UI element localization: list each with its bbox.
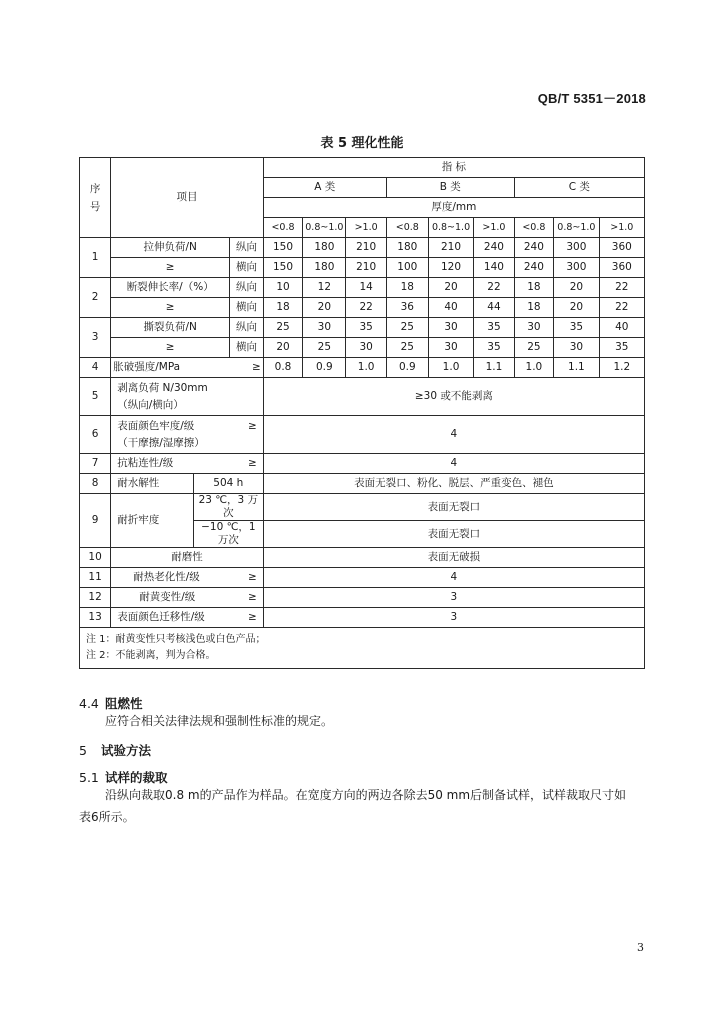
value-cell: 25 — [263, 318, 303, 338]
value-cell: 30 — [514, 318, 554, 338]
table-row — [80, 318, 645, 338]
value-cell: 240 — [474, 238, 514, 258]
section-title: 试验方法 — [101, 743, 152, 758]
value-cell: 22 — [599, 278, 644, 298]
value-cell: 20 — [303, 298, 346, 318]
item-label: 耐水解性 — [111, 474, 194, 494]
ge-symbol: ≥ — [111, 298, 230, 318]
value-cell: 100 — [386, 258, 428, 278]
ge-symbol: ≥ — [251, 361, 261, 373]
table-row — [80, 416, 645, 454]
value-cell: 300 — [554, 258, 600, 278]
indicator-header: 指 标 — [263, 158, 644, 178]
item-text: 耐黄变性/级 — [139, 591, 196, 603]
properties-table — [79, 157, 645, 669]
thickness-col: <0.8 — [514, 218, 554, 238]
item-header: 项目 — [111, 158, 264, 238]
table-row — [80, 378, 645, 416]
thickness-col: >1.0 — [474, 218, 514, 238]
section-number: 5.1 — [79, 770, 99, 785]
row-number: 8 — [80, 474, 111, 494]
value-cell: 360 — [599, 258, 644, 278]
section-number: 5 — [79, 743, 87, 758]
table-row — [80, 454, 645, 474]
class-c-header: C 类 — [514, 178, 644, 198]
row-number: 10 — [80, 548, 111, 568]
direction-label: 纵向 — [230, 318, 264, 338]
value-cell: 120 — [428, 258, 474, 278]
direction-label: 横向 — [230, 298, 264, 318]
condition-cell: 504 h — [193, 474, 263, 494]
value-cell: 30 — [346, 338, 386, 358]
condition-cell: −10 ℃，1 万次 — [193, 521, 263, 548]
value-cell: 35 — [474, 338, 514, 358]
value-cell: 4 — [263, 568, 644, 588]
value-cell: 4 — [263, 416, 644, 454]
item-label — [111, 588, 264, 608]
row-number: 7 — [80, 454, 111, 474]
header-row-1 — [80, 158, 645, 178]
value-cell: 40 — [428, 298, 474, 318]
table-notes — [80, 628, 645, 669]
item-text: 耐热老化性/级 — [133, 571, 200, 583]
item-text: 表面颜色迁移性/级 — [117, 611, 205, 623]
value-cell: 20 — [554, 298, 600, 318]
section-title: 阻燃性 — [105, 696, 143, 711]
value-cell: 20 — [263, 338, 303, 358]
value-cell: 360 — [599, 238, 644, 258]
table-row — [80, 258, 645, 278]
row-number: 4 — [80, 358, 111, 378]
value-cell: 180 — [303, 258, 346, 278]
ge-symbol: ≥ — [111, 338, 230, 358]
item-subtext: （干摩擦/湿摩擦） — [117, 436, 205, 449]
standard-code: QB/T 5351－2018 — [537, 91, 646, 106]
value-cell: 150 — [263, 238, 303, 258]
ge-symbol: ≥ — [247, 611, 257, 623]
value-cell: 140 — [474, 258, 514, 278]
value-cell: 3 — [263, 608, 644, 628]
value-cell: 22 — [474, 278, 514, 298]
value-cell: 25 — [303, 338, 346, 358]
value-cell: 36 — [386, 298, 428, 318]
item-text: 剥离负荷 N/30mm — [117, 381, 208, 394]
value-cell: 35 — [474, 318, 514, 338]
ge-symbol: ≥ — [247, 571, 257, 583]
table-row — [80, 358, 645, 378]
value-cell: 20 — [428, 278, 474, 298]
row-number: 2 — [80, 278, 111, 318]
value-cell: 180 — [386, 238, 428, 258]
note-2: 注 2：不能剥离，判为合格。 — [86, 650, 216, 661]
row-number: 3 — [80, 318, 111, 358]
section-4-4-text: 应符合相关法律法规和强制性标准的规定。 — [105, 714, 334, 728]
item-label: 耐磨性 — [111, 548, 264, 568]
section-5-1-text-line-1: 沿纵向裁取0.8 m的产品作为样品。在宽度方向的两边各除去50 mm后制备试样，试样裁取尺寸如 — [105, 788, 627, 802]
row-number: 11 — [80, 568, 111, 588]
table-row — [80, 278, 645, 298]
value-cell: 1.1 — [474, 358, 514, 378]
item-label — [111, 416, 264, 454]
value-cell: 25 — [514, 338, 554, 358]
value-cell: 22 — [346, 298, 386, 318]
seq-header: 序 号 — [80, 158, 111, 238]
item-text: 表面颜色牢度/级 — [117, 419, 195, 432]
value-cell: 30 — [303, 318, 346, 338]
value-cell: 30 — [428, 338, 474, 358]
item-label: 拉伸负荷/N — [111, 238, 230, 258]
value-cell: 180 — [303, 238, 346, 258]
value-cell: 1.1 — [554, 358, 600, 378]
ge-symbol: ≥ — [247, 591, 257, 603]
row-number: 5 — [80, 378, 111, 416]
value-cell: 12 — [303, 278, 346, 298]
thickness-col: >1.0 — [599, 218, 644, 238]
item-text: 胀破强度/MPa — [113, 361, 181, 373]
value-cell: 1.0 — [346, 358, 386, 378]
value-cell: 240 — [514, 258, 554, 278]
value-cell: 40 — [599, 318, 644, 338]
value-cell: 表面无破损 — [263, 548, 644, 568]
value-cell: 0.9 — [386, 358, 428, 378]
ge-symbol: ≥ — [247, 419, 257, 432]
item-label: 耐折牢度 — [111, 494, 194, 548]
value-cell: 0.8 — [263, 358, 303, 378]
thickness-col: <0.8 — [263, 218, 303, 238]
table-row — [80, 588, 645, 608]
row-number: 9 — [80, 494, 111, 548]
row-number: 12 — [80, 588, 111, 608]
value-cell: 35 — [554, 318, 600, 338]
value-cell: 210 — [346, 238, 386, 258]
note-1: 注 1：耐黄变性只考核浅色或白色产品； — [86, 634, 266, 645]
value-cell: ≥30 或不能剥离 — [263, 378, 644, 416]
value-cell: 22 — [599, 298, 644, 318]
value-cell: 240 — [514, 238, 554, 258]
value-cell: 25 — [386, 338, 428, 358]
item-label — [111, 378, 264, 416]
value-cell: 18 — [514, 278, 554, 298]
item-label — [111, 358, 264, 378]
table-row — [80, 238, 645, 258]
thickness-col: 0.8~1.0 — [303, 218, 346, 238]
item-label — [111, 568, 264, 588]
value-cell: 0.9 — [303, 358, 346, 378]
direction-label: 纵向 — [230, 278, 264, 298]
table-row — [80, 494, 645, 521]
thickness-col: >1.0 — [346, 218, 386, 238]
value-cell: 18 — [263, 298, 303, 318]
row-number: 1 — [80, 238, 111, 278]
table-row — [80, 608, 645, 628]
section-5-heading — [79, 741, 151, 759]
value-cell: 18 — [514, 298, 554, 318]
thickness-col: 0.8~1.0 — [554, 218, 600, 238]
table-row — [80, 474, 645, 494]
item-label: 撕裂负荷/N — [111, 318, 230, 338]
value-cell: 14 — [346, 278, 386, 298]
value-cell: 44 — [474, 298, 514, 318]
row-number: 13 — [80, 608, 111, 628]
value-cell: 25 — [386, 318, 428, 338]
thickness-col: 0.8~1.0 — [428, 218, 474, 238]
table-row — [80, 568, 645, 588]
section-5-1-text-line-2: 表6所示。 — [79, 810, 135, 824]
value-cell: 210 — [346, 258, 386, 278]
class-a-header: A 类 — [263, 178, 386, 198]
value-cell: 20 — [554, 278, 600, 298]
table-row — [80, 338, 645, 358]
row-number: 6 — [80, 416, 111, 454]
value-cell: 1.2 — [599, 358, 644, 378]
thickness-col: <0.8 — [386, 218, 428, 238]
section-title: 试样的裁取 — [105, 770, 168, 785]
value-cell: 10 — [263, 278, 303, 298]
item-label — [111, 608, 264, 628]
item-subtext: （纵向/横向） — [117, 398, 184, 411]
value-cell: 1.0 — [514, 358, 554, 378]
value-cell: 30 — [554, 338, 600, 358]
value-cell: 表面无裂口 — [263, 494, 644, 521]
value-cell: 150 — [263, 258, 303, 278]
table-title: 表 5 理化性能 — [320, 136, 404, 151]
item-text: 抗粘连性/级 — [117, 457, 174, 469]
notes-row — [80, 628, 645, 669]
value-cell: 35 — [346, 318, 386, 338]
ge-symbol: ≥ — [247, 457, 257, 469]
ge-symbol: ≥ — [111, 258, 230, 278]
value-cell: 3 — [263, 588, 644, 608]
condition-cell: 23 ℃，3 万次 — [193, 494, 263, 521]
value-cell: 35 — [599, 338, 644, 358]
value-cell: 18 — [386, 278, 428, 298]
value-cell: 表面无裂口、粉化、脱层、严重变色、褪色 — [263, 474, 644, 494]
item-label: 断裂伸长率/（%） — [111, 278, 230, 298]
thickness-header: 厚度/mm — [263, 198, 644, 218]
table-row — [80, 548, 645, 568]
value-cell: 210 — [428, 238, 474, 258]
section-number: 4.4 — [79, 696, 99, 711]
table-row — [80, 298, 645, 318]
class-b-header: B 类 — [386, 178, 514, 198]
value-cell: 30 — [428, 318, 474, 338]
page-number: 3 — [637, 941, 644, 954]
value-cell: 4 — [263, 454, 644, 474]
value-cell: 1.0 — [428, 358, 474, 378]
value-cell: 300 — [554, 238, 600, 258]
item-label — [111, 454, 264, 474]
direction-label: 横向 — [230, 338, 264, 358]
value-cell: 表面无裂口 — [263, 521, 644, 548]
direction-label: 纵向 — [230, 238, 264, 258]
direction-label: 横向 — [230, 258, 264, 278]
